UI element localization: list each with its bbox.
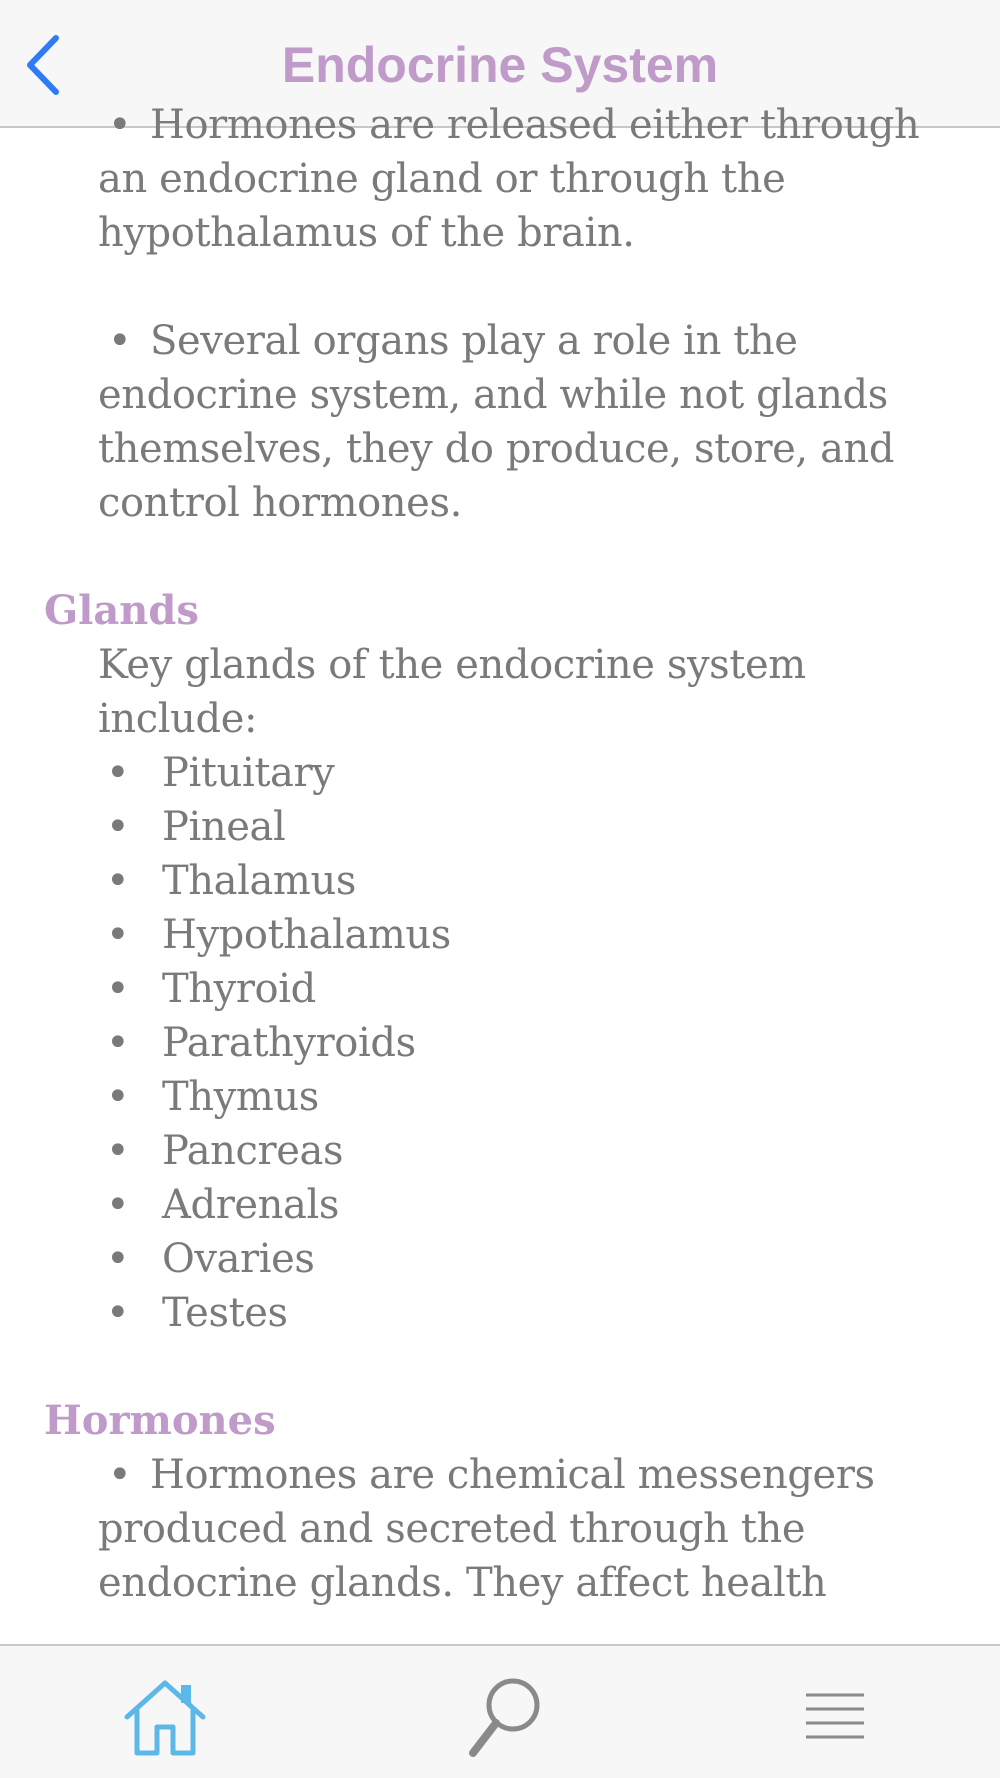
bullet-dot: • bbox=[106, 1236, 130, 1282]
list-item bbox=[0, 746, 1000, 800]
intro-bullet bbox=[0, 314, 1000, 530]
glands-intro: Key glands of the endocrine system include: bbox=[98, 642, 806, 742]
tab-menu[interactable] bbox=[790, 1672, 880, 1762]
gland-name: Pineal bbox=[162, 804, 286, 850]
tab-home[interactable] bbox=[120, 1672, 210, 1762]
gland-name: Pituitary bbox=[162, 750, 335, 796]
bullet-dot: • bbox=[106, 1074, 130, 1120]
bullet-dot: • bbox=[108, 318, 132, 364]
bullet-dot: • bbox=[106, 966, 130, 1012]
list-item bbox=[0, 1178, 1000, 1232]
menu-icon bbox=[804, 1689, 866, 1745]
intro-bullet-text: Several organs play a role in the endocrine system, and while not glands themselves, they do produce, store, and control hormones. bbox=[98, 318, 895, 526]
bullet-dot: • bbox=[108, 102, 132, 148]
gland-name: Hypothalamus bbox=[162, 912, 451, 958]
gland-name: Thymus bbox=[162, 1074, 319, 1120]
hormones-heading: Hormones bbox=[44, 1397, 276, 1444]
intro-bullet bbox=[0, 98, 1000, 260]
search-icon bbox=[465, 1675, 545, 1759]
home-icon bbox=[123, 1677, 207, 1757]
list-item bbox=[0, 1286, 1000, 1340]
list-item bbox=[0, 908, 1000, 962]
gland-name: Ovaries bbox=[162, 1236, 315, 1282]
hormones-bullet bbox=[0, 1448, 1000, 1610]
bullet-dot: • bbox=[106, 1182, 130, 1228]
spacer bbox=[0, 530, 1000, 584]
page-title: Endocrine System bbox=[281, 37, 719, 93]
list-item bbox=[0, 962, 1000, 1016]
list-item bbox=[0, 1070, 1000, 1124]
gland-name: Parathyroids bbox=[162, 1020, 416, 1066]
intro-bullet-text: Hormones are released either through an endocrine gland or through the hypothalamus of the brain. bbox=[98, 102, 920, 256]
bullet-dot: • bbox=[106, 912, 130, 958]
list-item bbox=[0, 800, 1000, 854]
tab-search[interactable] bbox=[460, 1672, 550, 1762]
gland-name: Thyroid bbox=[162, 966, 316, 1012]
glands-list bbox=[0, 746, 1000, 1340]
bullet-dot: • bbox=[106, 1128, 130, 1174]
bullet-dot: • bbox=[106, 804, 130, 850]
list-item bbox=[0, 854, 1000, 908]
bullet-dot: • bbox=[106, 1290, 130, 1336]
gland-name: Adrenals bbox=[162, 1182, 340, 1228]
list-item bbox=[0, 1232, 1000, 1286]
list-item bbox=[0, 1124, 1000, 1178]
bullet-dot: • bbox=[106, 1020, 130, 1066]
hormones-bullet-text: Hormones are chemical messengers produced and secreted through the endocrine glands. They affect health bbox=[98, 1452, 875, 1606]
spacer bbox=[0, 1340, 1000, 1394]
spacer bbox=[0, 260, 1000, 314]
bullet-dot: • bbox=[106, 750, 130, 796]
content-scroll-area[interactable] bbox=[0, 102, 1000, 1612]
gland-name: Pancreas bbox=[162, 1128, 344, 1174]
gland-name: Thalamus bbox=[162, 858, 356, 904]
glands-heading: Glands bbox=[44, 587, 199, 634]
article-body bbox=[0, 98, 1000, 1610]
list-item bbox=[0, 1016, 1000, 1070]
gland-name: Testes bbox=[162, 1290, 288, 1336]
bullet-dot: • bbox=[108, 1452, 132, 1498]
tab-bar bbox=[0, 1644, 1000, 1778]
bullet-dot: • bbox=[106, 858, 130, 904]
